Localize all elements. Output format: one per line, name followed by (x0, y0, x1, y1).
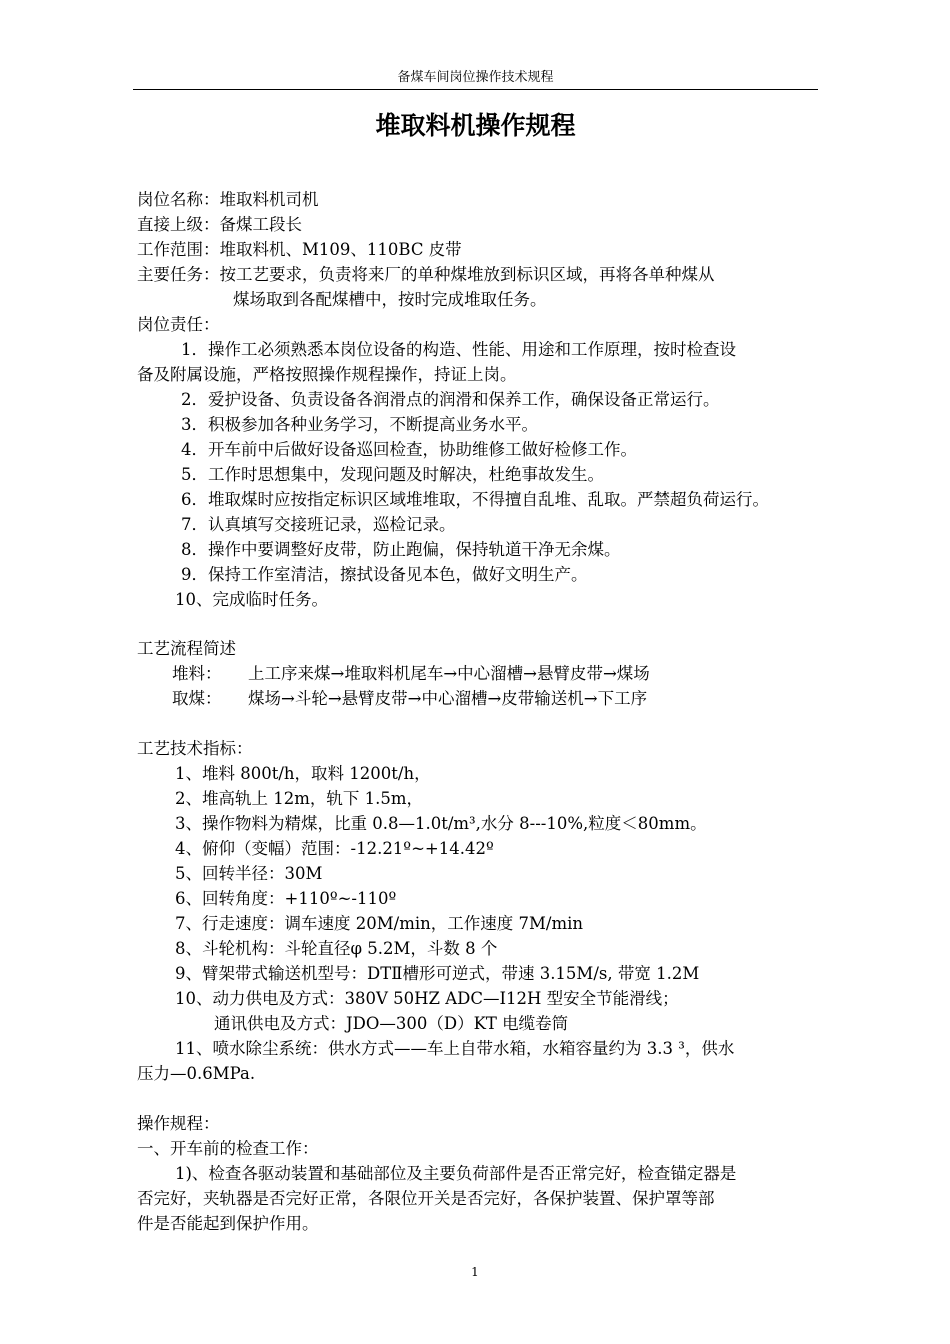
text-line: 7、行走速度：调车速度 20M/min，工作速度 7M/min (175, 914, 583, 933)
text-line: 岗位责任： (137, 315, 220, 334)
text-line: 1、堆料 800t/h，取料 1200t/h， (175, 764, 431, 783)
text-line: 8、斗轮机构：斗轮直径φ 5.2M，斗数 8 个 (175, 939, 498, 958)
text-line: 3．积极参加各种业务学习，不断提高业务水平。 (181, 415, 538, 434)
text-line: 岗位名称：堆取料机司机 (137, 190, 319, 209)
text-line: 通讯供电及方式：JDO—300（D）KT 电缆卷筒 (214, 1014, 569, 1033)
text-line: 工作范围：堆取料机、M109、110BC 皮带 (137, 240, 462, 259)
header-rule (133, 89, 818, 90)
text-line: 5．工作时思想集中，发现问题及时解决，杜绝事故发生。 (181, 465, 604, 484)
text-line: 工艺技术指标： (137, 739, 253, 758)
document-title: 堆取料机操作规程 (375, 111, 576, 140)
text-line: 2．爱护设备、负责设备各润滑点的润滑和保养工作，确保设备正常运行。 (181, 390, 720, 409)
text-line: 取煤： (172, 689, 222, 708)
text-line: 11、喷水除尘系统：供水方式——车上自带水箱，水箱容量约为 3.3 ³，供水 (175, 1039, 735, 1058)
running-header: 备煤车间岗位操作技术规程 (397, 70, 554, 85)
text-line: 9、臂架带式输送机型号：DTⅡ槽形可逆式，带速 3.15M/s, 带宽 1.2M (175, 964, 700, 983)
text-line: 9．保持工作室清洁，擦拭设备见本色，做好文明生产。 (181, 565, 588, 584)
text-line: 1)、检查各驱动装置和基础部位及主要负荷部件是否正常完好，检查锚定器是 (175, 1164, 737, 1183)
text-line: 直接上级：备煤工段长 (137, 215, 302, 234)
text-line: 压力—0.6MPa. (137, 1064, 256, 1083)
text-line: 一、开车前的检查工作： (137, 1139, 319, 1158)
page-number: 1 (471, 1265, 479, 1279)
text-line: 否完好，夹轨器是否完好正常，各限位开关是否完好，各保护装置、保护罩等部 (137, 1189, 715, 1208)
text-line: 上工序来煤→堆取料机尾车→中心溜槽→悬臂皮带→煤场 (248, 664, 650, 683)
text-line: 工艺流程简述 (137, 639, 236, 658)
text-line: 1．操作工必须熟悉本岗位设备的构造、性能、用途和工作原理，按时检查设 (181, 340, 736, 359)
text-line: 8．操作中要调整好皮带，防止跑偏，保持轨道干净无余煤。 (181, 540, 621, 559)
text-line: 6．堆取煤时应按指定标识区域堆堆取，不得擅自乱堆、乱取。严禁超负荷运行。 (181, 490, 769, 509)
text-line: 7．认真填写交接班记录，巡检记录。 (181, 515, 456, 534)
text-line: 4、俯仰（变幅）范围：-12.21º~+14.42º (175, 839, 494, 858)
text-line: 件是否能起到保护作用。 (137, 1214, 319, 1233)
text-line: 煤场→斗轮→悬臂皮带→中心溜槽→皮带输送机→下工序 (248, 689, 648, 708)
text-line: 主要任务：按工艺要求，负责将来厂的单种煤堆放到标识区域，再将各单种煤从 (137, 265, 715, 284)
text-line: 6、回转角度：+110º~-110º (175, 889, 397, 908)
text-line: 操作规程： (137, 1114, 220, 1133)
text-line: 4．开车前中后做好设备巡回检查，协助维修工做好检修工作。 (181, 440, 637, 459)
text-line: 2、堆高轨上 12m，轨下 1.5m， (175, 789, 424, 808)
text-line: 堆料： (172, 664, 222, 683)
text-line: 10、完成临时任务。 (175, 590, 328, 609)
text-line: 备及附属设施，严格按照操作规程操作，持证上岗。 (137, 365, 517, 384)
text-line: 煤场取到各配煤槽中，按时完成堆取任务。 (233, 290, 547, 309)
text-line: 5、回转半径：30M (175, 864, 323, 883)
text-line: 10、动力供电及方式：380V 50HZ ADC—I12H 型安全节能滑线； (175, 989, 679, 1008)
text-line: 3、操作物料为精煤，比重 0.8—1.0t/m³,水分 8---10%,粒度＜80mm。 (175, 814, 707, 833)
